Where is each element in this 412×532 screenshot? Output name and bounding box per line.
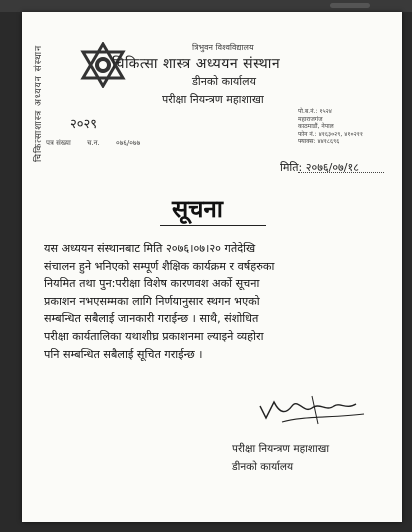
office-name: डीनको कार्यालय	[192, 75, 256, 88]
contact-line: फोन नं.: ४१६३०२९, ४१०२११	[298, 130, 363, 138]
contact-line: काठमाडौं, नेपाल	[298, 123, 334, 130]
title-underline	[160, 225, 266, 226]
signatory-office: डीनको कार्यालय	[232, 461, 294, 473]
contact-line: फ्याक्स: ४४१८६९६	[298, 138, 340, 145]
body-line: नियमित तथा पुन:परीक्षा विशेष कारणवश अर्को सूचना	[44, 277, 260, 291]
notice-date: मिति: २०७६/०७/१८	[280, 161, 359, 174]
body-line: पनि सम्बन्धित सबैलाई सूचित गराईन्छ ।	[44, 347, 203, 361]
signature-image	[252, 384, 372, 434]
notice-document	[22, 12, 402, 522]
notice-body	[44, 240, 384, 363]
contact-block	[298, 108, 363, 146]
ref-label-dispatch-no: च.न.	[87, 139, 100, 147]
reference-row	[46, 139, 154, 148]
body-line: यस अध्ययन संस्थानबाट मिति २०७६।०७।२० गतेदेखि	[44, 242, 256, 255]
top-bar	[0, 0, 412, 12]
emblem-arc-text: चिकित्साशास्त्र अध्ययन संस्थान	[34, 44, 44, 162]
contact-line: पो.ब.नं.: १५२४	[298, 108, 332, 115]
date-underline	[298, 172, 384, 173]
stamp-number: २०२९	[70, 117, 98, 132]
contact-line: महाराजगंज	[298, 115, 323, 123]
body-line: सम्बन्धित सबैलाई जानकारी गराईन्छ । साथै, संशोधित	[44, 312, 259, 326]
section-name: परीक्षा नियन्त्रण महाशाखा	[162, 93, 264, 106]
institute-name: चिकित्सा शास्त्र अध्ययन संस्थान	[112, 56, 281, 72]
top-bar-indicator	[330, 3, 370, 8]
university-name: त्रिभुवन विश्वविद्यालय	[192, 43, 254, 52]
signatory-section: परीक्षा नियन्त्रण महाशाखा	[232, 443, 330, 455]
body-line: परीक्षा कार्यतालिका यथाशीघ्र प्रकाशनमा ल्याइने व्यहोरा	[44, 329, 264, 343]
notice-title: सूचना	[172, 195, 223, 223]
ref-label-letter-no: पत्र संख्या	[46, 139, 71, 147]
body-line: प्रकाशन नभएसम्मका लागि निर्णयानुसार स्थगन भएको	[44, 294, 260, 308]
body-line: संचालन हुने भनिएको सम्पूर्ण शैक्षिक कार्यक्रम र वर्षहरुका	[44, 259, 275, 273]
ref-fiscal-year: ०७६/०७७	[116, 139, 141, 147]
